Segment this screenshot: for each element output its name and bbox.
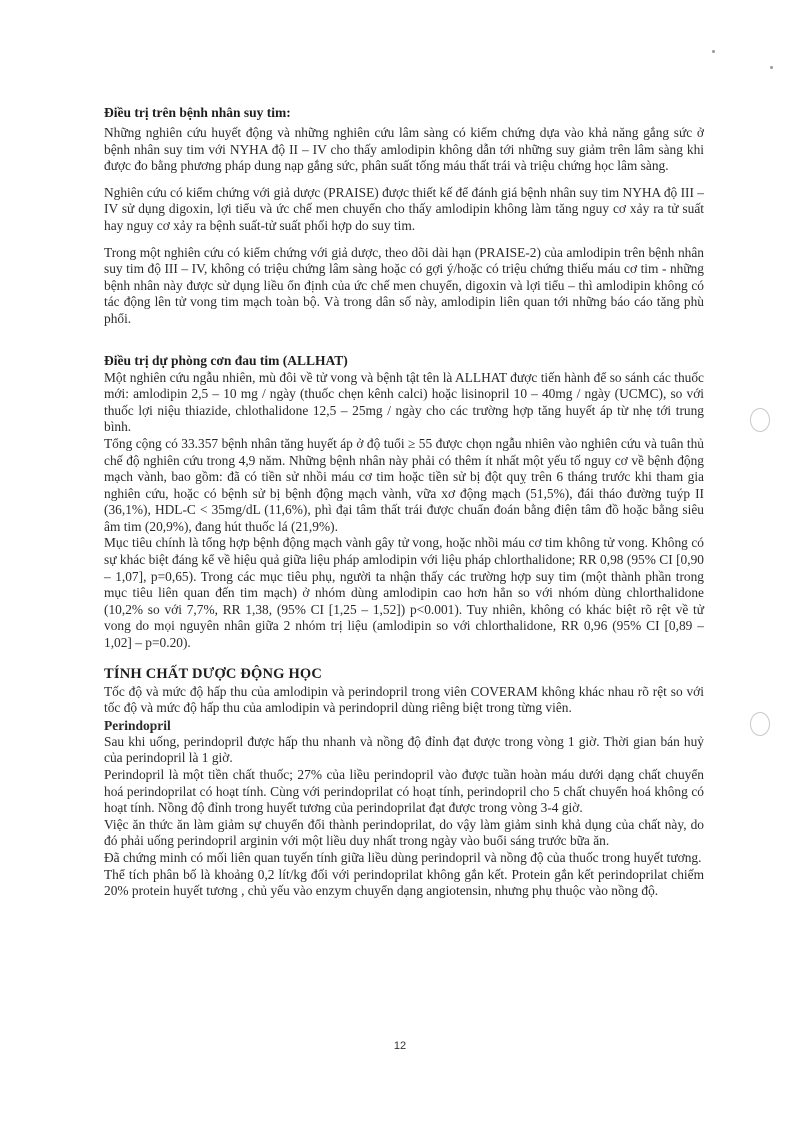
- paragraph: Mục tiêu chính là tổng hợp bệnh động mạch vành gây tử vong, hoặc nhồi máu cơ tim không tử vong. Không có sự khác biệt đáng kể về hiệu quả giữa liệu pháp amlodipin với liệu pháp chlorthalidone; RR 0,98 (95% CI [0,90 – 1,07], p=0,65). Trong các mục tiêu phụ, người ta nhận thấy các trường hợp suy tim (một thành phần trong mục tiêu liên quan đến tim mạch) ở nhóm dùng amlodipin cao hơn hẳn so với nhóm dùng chlorthalidone (10,2% so với 7,7%, RR 1,38, (95% CI [1,25 – 1,52]) p<0.001). Tuy nhiên, không có khác biệt rõ rệt về tử vong do mọi nguyên nhân giữa 2 nhóm trị liệu (amlodipin so với chlorthalidone, RR 0,96 (95% CI [0,89 – 1,02] – p=0.20).: [104, 535, 704, 651]
- scan-speck: [712, 50, 715, 53]
- spacer: [104, 338, 704, 352]
- paragraph: Những nghiên cứu huyết động và những nghiên cứu lâm sàng có kiểm chứng dựa vào khả năng gắng sức ở bệnh nhân suy tim với NYHA độ II – IV cho thấy amlodipin không dẫn tới những suy giảm trên lâm sàng khi được đo bằng phương pháp dung nạp gắng sức, phân suất tống máu thất trái và triệu chứng học lâm sàng.: [104, 125, 704, 174]
- paragraph: Thể tích phân bố là khoảng 0,2 lít/kg đối với perindoprilat không gắn kết. Protein gắn kết perindoprilat chiếm 20% protein huyết tương , chủ yếu vào enzym chuyển dạng angiotensin, nhưng phụ thuộc vào nồng độ.: [104, 866, 704, 899]
- section-heading-heart-failure: Điều trị trên bệnh nhân suy tim:: [104, 105, 291, 120]
- section-allhat: [104, 352, 704, 652]
- paragraph: Đã chứng minh có mối liên quan tuyến tính giữa liều dùng perindopril và nồng độ của thuốc trong huyết tương.: [104, 849, 702, 865]
- punch-hole-icon: [750, 712, 770, 736]
- paragraph: Tốc độ và mức độ hấp thu của amlodipin và perindopril trong viên COVERAM không khác nhau rõ rệt so với tốc độ và mức độ hấp thu của amlodipin và perindopril dùng riêng biệt trong từng viên.: [104, 683, 704, 716]
- section-heading-pharmacokinetics: TÍNH CHẤT DƯỢC ĐỘNG HỌC: [104, 665, 323, 682]
- section-pharmacokinetics: [104, 666, 704, 900]
- document-page: [104, 104, 704, 900]
- paragraph: Tổng cộng có 33.357 bệnh nhân tăng huyết áp ở độ tuổi ≥ 55 được chọn ngẫu nhiên vào nghiên cứu và tuân thủ chế độ nghiên cứu trong 4,9 năm. Những bệnh nhân này phải có thêm ít nhất một yếu tố nguy cơ về bệnh động mạch vành, bao gồm: đã có tiền sử nhồi máu cơ tim hoặc tiền sử bị đột quỵ trên 6 tháng trước khi tham gia nghiên cứu, hoặc có bệnh sử bị bệnh động mạch vành, vữa xơ động mạch (51,5%), đái tháo đường tuýp II (36,1%), HDL-C < 35mg/dL (11,6%), phì đại tâm thất trái được chuẩn đoán bằng điện tâm đồ hoặc bằng siêu âm tim (20,9%), đang hút thuốc lá (21,9%).: [104, 435, 704, 534]
- punch-hole-icon: [750, 408, 770, 432]
- paragraph: Nghiên cứu có kiểm chứng với giả dược (PRAISE) được thiết kế để đánh giá bệnh nhân suy tim NYHA độ III – IV sử dụng digoxin, lợi tiểu và ức chế men chuyển cho thấy amlodipin không làm tăng nguy cơ xảy ra tử suất hay nguy cơ xảy ra bệnh suất-tử suất phối hợp do suy tim.: [104, 184, 704, 233]
- scan-speck: [770, 66, 773, 69]
- paragraph: Perindopril là một tiền chất thuốc; 27% của liều perindopril vào được tuần hoàn máu dưới dạng chất chuyển hoá perindoprilat có hoạt tính. Cùng với perindoprilat có hoạt tính, perindopril cho 5 chất chuyển hoá không có hoạt tính. Nồng độ đỉnh trong huyết tương của perindoprilat đạt được trong vòng 3-4 giờ.: [104, 767, 704, 816]
- section-heart-failure: [104, 104, 704, 328]
- subheading-perindopril: Perindopril: [104, 717, 171, 733]
- section-heading-allhat: Điều trị dự phòng cơn đau tim (ALLHAT): [104, 352, 348, 368]
- page-number: 12: [393, 1040, 407, 1052]
- paragraph: Trong một nghiên cứu có kiểm chứng với giả dược, theo dõi dài hạn (PRAISE-2) của amlodipin trên bệnh nhân suy tim độ III – IV, không có triệu chứng lâm sàng hoặc có gợi ý/hoặc có triệu chứng thiếu máu cơ tim - những bệnh nhân này được sử dụng liều ổn định của ức chế men chuyển, digoxin và lợi tiểu – thì amlodipin không có tác động lên tử vong tim mạch toàn bộ. Và trong dân số này, amlodipin liên quan tới những báo cáo tăng phù phổi.: [104, 244, 704, 326]
- spacer: [104, 652, 704, 666]
- paragraph: Việc ăn thức ăn làm giảm sự chuyển đổi thành perindoprilat, do vậy làm giảm sinh khả dụng của chất này, do đó phải uống perindopril arginin với một liều duy nhất trong ngày vào buổi sáng trước bữa ăn.: [104, 816, 704, 849]
- paragraph: Sau khi uống, perindopril được hấp thu nhanh và nồng độ đỉnh đạt được trong vòng 1 giờ. Thời gian bán huỷ của perindopril là 1 giờ.: [104, 733, 704, 766]
- paragraph: Một nghiên cứu ngẫu nhiên, mù đôi về tử vong và bệnh tật tên là ALLHAT được tiến hành để so sánh các thuốc mới: amlodipin 2,5 – 10 mg / ngày (thuốc chẹn kênh calci) hoặc lisinopril 10 – 40mg / ngày (UCMC), so với thuốc lợi niệu thiazide, chlothalidone 12,5 – 25mg / ngày cho các trường hợp tăng huyết áp từ nhẹ tới trung bình.: [104, 369, 704, 435]
